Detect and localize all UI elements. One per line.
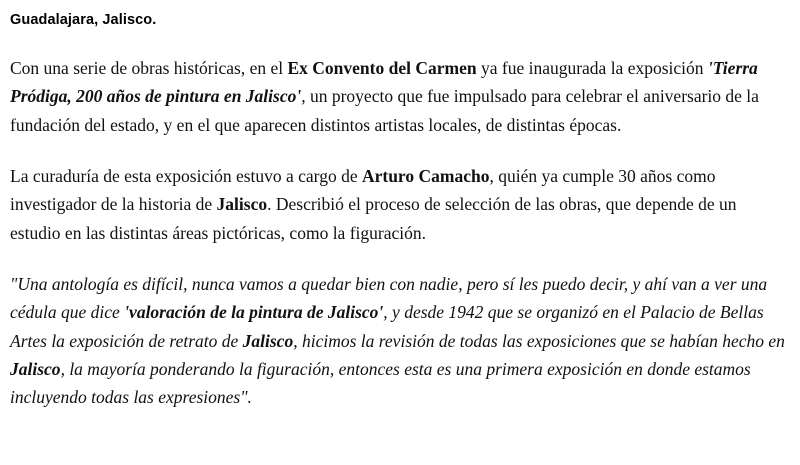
paragraph-3 [10,270,790,412]
emphasis-bold: Ex Convento del Carmen [287,58,477,78]
emphasis-bold: Arturo Camacho [361,166,490,187]
emphasis-bold-italic: 'Tierra Pródiga, 200 años de pintura en Jalisco' [10,58,758,107]
paragraph-1 [10,54,790,139]
text-run: , y desde 1942 que se organizó en el Palacio de Bellas Artes la exposición de retrato de [10,302,764,351]
paragraph-container [10,54,790,412]
paragraph-2 [10,162,790,247]
text-run: . Describió el proceso de selección de las obras, que depende de un estudio en las distintas áreas pictóricas, como la figuración. [10,194,737,243]
text-run: , un proyecto que fue impulsado para celebrar el aniversario de la fundación del estado, y en el que aparecen distintos artistas locales, de distintas épocas. [10,86,759,135]
emphasis-bold: Jalisco [10,359,61,380]
text-run: ya fue inaugurada la exposición [476,58,708,78]
page-title: Guadalajara, Jalisco. [10,12,157,28]
emphasis-bold: 'valoración de la pintura de Jalisco' [124,302,384,323]
emphasis-bold: Jalisco [216,194,268,215]
text-run: La curaduría de esta exposición estuvo a cargo de [10,166,362,187]
text-run: "Una antología es difícil, nunca vamos a quedar bien con nadie, pero sí les puedo decir, y ahí van a ver una cédula que dice [10,274,768,323]
text-run: , la mayoría ponderando la figuración, entonces esta es una primera exposición en donde estamos incluyendo todas las expresiones". [10,359,751,408]
emphasis-bold: Jalisco [242,330,294,351]
text-run: , hicimos la revisión de todas las exposiciones que se habían hecho en [293,330,785,351]
text-run: , quién ya cumple 30 años como investigador de la historia de [10,166,716,215]
text-run: Con una serie de obras históricas, en el [10,58,288,78]
